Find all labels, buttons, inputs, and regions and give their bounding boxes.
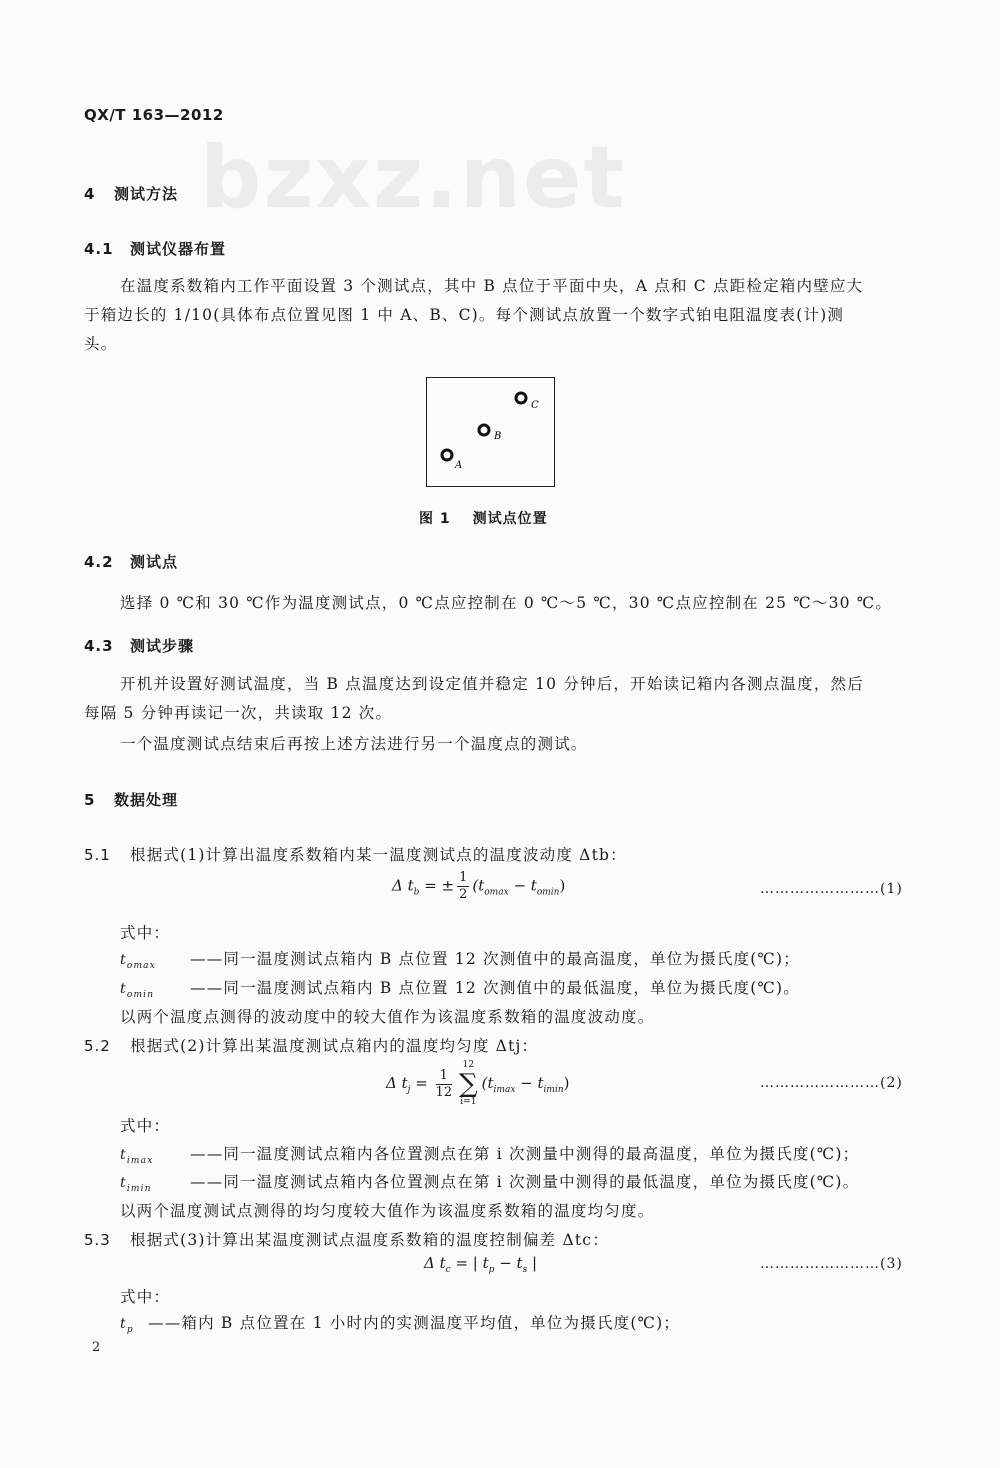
section-5-1-line (84, 843, 627, 865)
equation-1-number: ……………………(1) (760, 881, 903, 897)
sym-sub: omax (126, 960, 157, 971)
section-5-2-text: 根据式(2)计算出某温度测试点箱内的温度均匀度 Δtj： (130, 1037, 539, 1055)
section-5-2-line (84, 1034, 538, 1056)
figure-1-caption (419, 508, 548, 528)
conclusion-5-2: 以两个温度测试点测得的均匀度较大值作为该温度系数箱的温度均匀度。 (120, 1202, 655, 1220)
eq-term: Δ t (392, 876, 414, 895)
section-number: 5.3 (84, 1231, 111, 1249)
eq-term: − t (515, 1074, 544, 1092)
eq-sub: imin (543, 1085, 564, 1095)
definition-tomax (120, 947, 800, 971)
section-title: 测试仪器布置 (130, 240, 227, 258)
figure-1-diagram (427, 378, 554, 486)
point-a-label: A (455, 460, 463, 471)
where-label: 式中： (120, 924, 171, 942)
sum-upper: 12 (462, 1060, 475, 1070)
eq-sub: imax (493, 1085, 516, 1095)
section-title: 测试步骤 (130, 637, 195, 655)
symbol: $t_{imin}$ (120, 1175, 152, 1194)
eq-sub: s (522, 1265, 528, 1275)
section-5-heading (84, 789, 178, 810)
eq-term: = | t (450, 1254, 489, 1272)
section-number: 5.1 (84, 846, 111, 864)
section-4-heading (84, 183, 178, 204)
point-b-marker (479, 425, 489, 435)
paragraph-4-2: 选择 0 ℃和 30 ℃作为温度测试点，0 ℃点应控制在 0 ℃～5 ℃，30 ℃点应控制在 25 ℃～30 ℃。 (120, 594, 893, 612)
frac-num: 1 (436, 1068, 453, 1085)
eq-term: ) (559, 876, 566, 895)
section-5-3-line (84, 1228, 609, 1250)
frac-den: 2 (459, 887, 468, 902)
page-number: 2 (92, 1340, 102, 1355)
eq-sub: omin (536, 887, 560, 898)
fraction (457, 870, 469, 903)
equation-1 (392, 870, 565, 903)
section-4-1-heading (84, 238, 226, 259)
section-title: 数据处理 (114, 791, 179, 809)
equation-2-number: ……………………(2) (760, 1075, 903, 1091)
section-number: 5 (84, 791, 96, 809)
definition-text: ——同一温度测试点箱内 B 点位置 12 次测值中的最低温度，单位为摄氏度(℃)。 (190, 979, 800, 997)
eq-term: (t (481, 1074, 494, 1092)
figure-title: 测试点位置 (472, 511, 548, 527)
figure-number: 图 1 (419, 511, 451, 527)
sym-sub: p (126, 1324, 134, 1335)
paragraph-4-3-1: 开机并设置好测试温度，当 B 点温度达到设定值并稳定 10 分钟后，开始读记箱内各测点温度，然后每隔 5 分钟再读记一次，共读取 12 次。 (84, 675, 864, 722)
paragraph-4-3-2: 一个温度测试点结束后再按上述方法进行另一个温度点的测试。 (120, 735, 588, 753)
eq-term: = ± (419, 876, 455, 895)
definition-timax (120, 1142, 859, 1166)
where-label: 式中： (120, 1117, 171, 1135)
paragraph-4-1: 在温度系数箱内工作平面设置 3 个测试点，其中 B 点位于平面中央，A 点和 C 点距检定箱内壁应大于箱边长的 1/10(具体布点位置见图 1 中 A、B、C)。每个测试点放置一个数字式铂电阻温度表(计)测头。 (84, 277, 864, 353)
eq-sub: p (488, 1265, 495, 1275)
frac-den: 12 (435, 1084, 453, 1100)
equation-2 (386, 1060, 570, 1108)
section-number: 4.1 (84, 240, 114, 258)
eq-term: (t (472, 876, 485, 895)
definition-text: ——同一温度测试点箱内 B 点位置 12 次测值中的最高温度，单位为摄氏度(℃)； (190, 950, 800, 968)
equation-3-number: ……………………(3) (760, 1256, 903, 1272)
definition-text: ——箱内 B 点位置在 1 小时内的实测温度平均值，单位为摄氏度(℃)； (148, 1314, 681, 1332)
figure-1-box (426, 377, 555, 487)
section-title: 测试方法 (114, 185, 179, 203)
definition-text: ——同一温度测试点箱内各位置测点在第 i 次测量中测得的最高温度，单位为摄氏度(℃)； (190, 1145, 860, 1163)
eq-sub: j (407, 1085, 411, 1095)
point-c-marker (516, 393, 526, 403)
document-id: QX/T 163—2012 (84, 106, 224, 124)
equation-3 (424, 1254, 537, 1275)
eq-sub: b (413, 887, 420, 898)
section-4-3-heading (84, 635, 194, 656)
eq-term: | (527, 1254, 538, 1272)
summation: 12 ∑ i=1 (459, 1060, 478, 1107)
point-a-marker (442, 450, 452, 460)
symbol: $t_{imax}$ (120, 1147, 154, 1166)
section-number: 4 (84, 185, 96, 203)
frac-num: 1 (459, 870, 468, 885)
section-5-1-text: 根据式(1)计算出温度系数箱内某一温度测试点的温度波动度 Δtb： (130, 846, 627, 864)
definition-tp (120, 1311, 680, 1335)
section-number: 4.2 (84, 553, 114, 571)
watermark: bzxz.net (200, 128, 627, 228)
section-number: 5.2 (84, 1037, 111, 1055)
section-title: 测试点 (130, 553, 179, 571)
definition-tomin (120, 976, 800, 1000)
sym-sub: imax (126, 1155, 154, 1166)
definition-timin (120, 1170, 859, 1194)
fraction (436, 1068, 453, 1101)
point-c-label: C (531, 400, 539, 411)
section-5-3-text: 根据式(3)计算出某温度测试点温度系数箱的温度控制偏差 Δtc： (130, 1231, 609, 1249)
section-number: 4.3 (84, 637, 114, 655)
sum-lower: i=1 (460, 1097, 477, 1107)
eq-sub: omax (484, 887, 509, 898)
eq-term: − t (508, 876, 537, 895)
symbol: $t_p$ (120, 1316, 134, 1335)
eq-term: = (410, 1074, 433, 1092)
eq-sub: c (445, 1265, 451, 1275)
symbol: $t_{omax}$ (120, 952, 157, 971)
conclusion-5-1: 以两个温度点测得的波动度中的较大值作为该温度系数箱的温度波动度。 (120, 1008, 655, 1026)
eq-term: Δ t (386, 1074, 408, 1092)
eq-term: Δ t (424, 1254, 446, 1272)
sym-sub: omin (126, 989, 155, 1000)
eq-term: ) (563, 1074, 570, 1092)
symbol: $t_{omin}$ (120, 981, 155, 1000)
where-label: 式中： (120, 1288, 171, 1306)
eq-term: − t (494, 1254, 523, 1272)
point-b-label: B (494, 431, 502, 442)
definition-text: ——同一温度测试点箱内各位置测点在第 i 次测量中测得的最低温度，单位为摄氏度(℃)。 (190, 1173, 860, 1191)
section-4-2-heading (84, 551, 178, 572)
sym-sub: imin (126, 1183, 152, 1194)
